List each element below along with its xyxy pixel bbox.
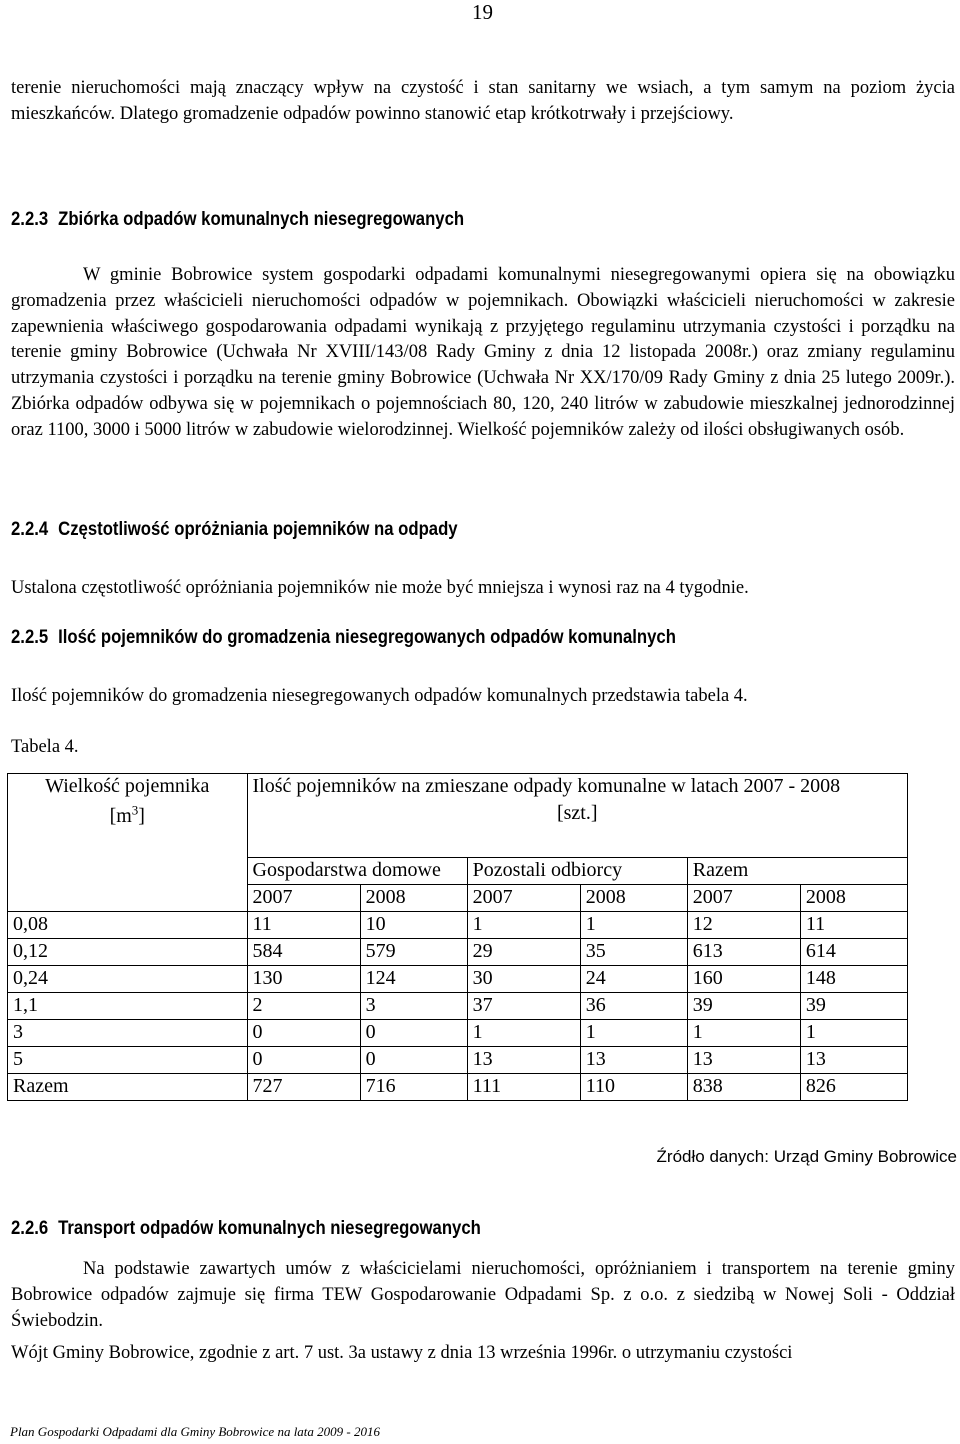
heading-text: Zbiórka odpadów komunalnych niesegregowanych (58, 209, 465, 230)
header-group (247, 774, 907, 858)
table-row (8, 1020, 908, 1047)
table-row (8, 939, 908, 966)
table-cell: 124 (360, 966, 467, 993)
row-label-cell: Razem (8, 1074, 248, 1101)
header-group-unit: [szt.] (556, 802, 598, 824)
paragraph-transport: Na podstawie zawartych umów z właścicielami nieruchomości, opróżnianiem i transportem na terenie gminy Bobrowice odpadów zajmuje się firma TEW Gospodarowanie Odpadami Sp. z o.o. z siedzibą w Nowej Soli - Oddział Świebodzin. (11, 1259, 955, 1331)
table-cell: 39 (800, 993, 907, 1020)
heading-number: 2.2.5 (11, 627, 49, 648)
table-cell: 3 (360, 993, 467, 1020)
heading-text: Ilość pojemników do gromadzenia niesegregowanych odpadów komunalnych (58, 627, 676, 648)
paragraph-mayor: Wójt Gminy Bobrowice, zgodnie z art. 7 ust. 3a ustawy z dnia 13 września 1996r. o utrzymaniu czystości (11, 1343, 793, 1363)
heading-2-2-3 (11, 209, 464, 231)
table-header-row (8, 774, 908, 858)
paragraph-intro: terenie nieruchomości mają znaczący wpływ na czystość i stan sanitarny we wsiach, a tym samym na poziom życia mieszkańców. Dlatego gromadzenie odpadów powinno stanowić etap krótkotrwały i przejściowy. (11, 78, 955, 124)
table-cell: 36 (580, 993, 687, 1020)
table-cell: 13 (687, 1047, 800, 1074)
table-row (8, 993, 908, 1020)
table-cell: 130 (247, 966, 360, 993)
table-cell: 11 (247, 912, 360, 939)
table-cell: 2 (247, 993, 360, 1020)
heading-text: Częstotliwość opróżniania pojemników na odpady (58, 519, 458, 540)
table-cell: 35 (580, 939, 687, 966)
heading-number: 2.2.4 (11, 519, 49, 540)
table-cell: 584 (247, 939, 360, 966)
header-size-unit: $[m^3]$ (109, 802, 145, 827)
table-cell: 0 (247, 1047, 360, 1074)
heading-text: Transport odpadów komunalnych niesegregowanych (58, 1218, 481, 1239)
table-cell: 1 (467, 912, 580, 939)
table-row (8, 1047, 908, 1074)
table-caption: Tabela 4. (11, 737, 79, 757)
subheader-total: Razem (687, 858, 907, 885)
table-cell: 826 (800, 1074, 907, 1101)
year-cell: 2007 (687, 885, 800, 912)
paragraph-frequency: Ustalona częstotliwość opróżniania pojemników nie może być mniejsza i wynosi raz na 4 tygodnie. (11, 578, 749, 598)
subheader-households: Gospodarstwa domowe (247, 858, 467, 885)
table-cell: 11 (800, 912, 907, 939)
table-cell: 110 (580, 1074, 687, 1101)
table-cell: 148 (800, 966, 907, 993)
year-cell: 2008 (800, 885, 907, 912)
row-label-cell: 5 (8, 1047, 248, 1074)
table-cell: 39 (687, 993, 800, 1020)
table-cell: 579 (360, 939, 467, 966)
header-size-label: Wielkość pojemnika (45, 775, 210, 797)
heading-2-2-5 (11, 627, 676, 649)
table-cell: 1 (687, 1020, 800, 1047)
row-label-cell: 0,08 (8, 912, 248, 939)
table-cell: 29 (467, 939, 580, 966)
year-cell: 2008 (360, 885, 467, 912)
table-cell: 1 (800, 1020, 907, 1047)
paragraph-table-intro: Ilość pojemników do gromadzenia niesegregowanych odpadów komunalnych przedstawia tabela 4. (11, 686, 748, 706)
year-cell: 2008 (580, 885, 687, 912)
table-cell: 12 (687, 912, 800, 939)
table-source: Źródło danych: Urząd Gminy Bobrowice (656, 1147, 957, 1166)
table-cell: 13 (580, 1047, 687, 1074)
table-cell: 614 (800, 939, 907, 966)
table-cell: 13 (467, 1047, 580, 1074)
heading-number: 2.2.3 (11, 209, 49, 230)
row-label-cell: 1,1 (8, 993, 248, 1020)
table-cell: 0 (360, 1020, 467, 1047)
header-group-title: Ilość pojemników na zmieszane odpady komunalne w latach 2007 - 2008 (252, 775, 841, 797)
table-body (8, 912, 908, 1101)
table-cell: 37 (467, 993, 580, 1020)
containers-table (7, 773, 908, 1101)
subheader-others: Pozostali odbiorcy (467, 858, 687, 885)
heading-2-2-6 (11, 1218, 481, 1240)
table-cell: 1 (467, 1020, 580, 1047)
page-number: 19 (472, 0, 493, 24)
table-row (8, 912, 908, 939)
table-cell: 716 (360, 1074, 467, 1101)
table-row (8, 966, 908, 993)
page-footer: Plan Gospodarki Odpadami dla Gminy Bobrowice na lata 2009 - 2016 (10, 1424, 380, 1439)
row-label-cell: 3 (8, 1020, 248, 1047)
table-cell: 111 (467, 1074, 580, 1101)
table-cell: 1 (580, 1020, 687, 1047)
table-cell: 24 (580, 966, 687, 993)
heading-number: 2.2.6 (11, 1218, 49, 1239)
table-cell: 838 (687, 1074, 800, 1101)
table-cell: 727 (247, 1074, 360, 1101)
table-cell: 13 (800, 1047, 907, 1074)
year-cell: 2007 (467, 885, 580, 912)
table-cell: 30 (467, 966, 580, 993)
row-label-cell: 0,24 (8, 966, 248, 993)
table-cell: 613 (687, 939, 800, 966)
heading-2-2-4 (11, 519, 458, 541)
table-cell: 1 (580, 912, 687, 939)
table-row (8, 1074, 908, 1101)
table-cell: 160 (687, 966, 800, 993)
year-cell: 2007 (247, 885, 360, 912)
row-label-cell: 0,12 (8, 939, 248, 966)
table-cell: 0 (247, 1020, 360, 1047)
paragraph-collection-system: W gminie Bobrowice system gospodarki odpadami komunalnymi niesegregowanymi opiera się na obowiązku gromadzenia przez właścicieli nieruchomości odpadów w pojemnikach. Obowiązki właścicieli nieruchomości w zakresie zapewnienia właściwego gospodarowania odpadami wynikają z przyjętego regulaminu utrzymania czystości i porządku na terenie gminy Bobrowice (Uchwała Nr XVIII/143/08 Rady Gminy z dnia 12 listopada 2008r.) oraz zmiany regulaminu utrzymania czystości i porządku na terenie gminy Bobrowice (Uchwała Nr XX/170/09 Rady Gminy z dnia 25 lutego 2009r.). Zbiórka odpadów odbywa się w pojemnikach o pojemnościach 80, 120, 240 litrów w zabudowie mieszkalnej jednorodzinnej oraz 1100, 3000 i 5000 litrów w zabudowie wielorodzinnej. Wielkość pojemników zależy od ilości obsługiwanych osób. (11, 265, 955, 440)
header-container-size (8, 774, 248, 912)
table-cell: 0 (360, 1047, 467, 1074)
table-cell: 10 (360, 912, 467, 939)
